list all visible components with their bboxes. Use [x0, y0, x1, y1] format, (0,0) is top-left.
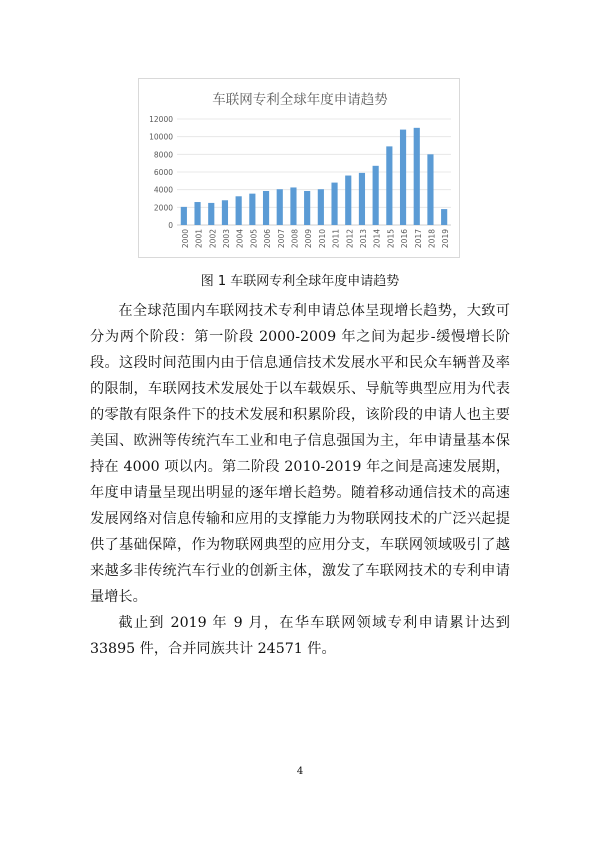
bar-2010	[318, 189, 324, 225]
y-tick-label: 6000	[153, 168, 173, 177]
y-tick-label: 4000	[153, 185, 173, 195]
x-tick-label: 2002	[208, 229, 218, 249]
x-tick-label: 2005	[249, 229, 259, 249]
paragraph-2: 截止到 2019 年 9 月，在华车联网领域专利申请累计达到 33895 件，合并同族共计 24571 件。	[90, 615, 510, 657]
bar-2001	[194, 202, 200, 225]
x-tick-label: 2017	[413, 229, 423, 249]
x-tick-label: 2019	[441, 229, 451, 249]
x-tick-label: 2015	[386, 229, 396, 249]
y-tick-label: 8000	[153, 150, 173, 160]
figure-caption: 图 1 车联网专利全球年度申请趋势	[200, 274, 400, 289]
x-tick-label: 2009	[304, 229, 314, 249]
page-number: 4	[296, 766, 304, 777]
x-tick-label: 2008	[290, 229, 300, 249]
x-tick-label: 2016	[400, 229, 410, 249]
bar-2018	[427, 154, 433, 225]
x-tick-label: 2013	[358, 229, 368, 249]
bar-2016	[400, 130, 406, 225]
paragraph-1: 在全球范围内车联网技术专利申请总体呈现增长趋势，大致可分为两个阶段：第一阶段 2000-2009 年之间为起步-缓慢增长阶段。这段时间范围内由于信息通信技术发展水平和民众车辆普及率的限制，车联网技术发展处于以车载娱乐、导航等典型应用为代表的零散有限条件下的技术发展和积累阶段，该阶段的申请人也主要美国、欧洲等传统汽车工业和电子信息强国为主，年申请量基本保持在 4000 项以内。第二阶段 2010-2019 年之间是高速发展期，年度申请量呈现出明显的逐年增长趋势。随着移动通信技术的高速发展网络对信息传输和应用的支撑能力为物联网技术的广泛兴起提供了基础保障，作为物联网典型的应用分支，车联网领域吸引了越来越多非传统汽车行业的创新主体，激发了车联网技术的专利申请量增长。	[90, 303, 510, 605]
bar-2005	[249, 194, 255, 225]
bar-2015	[386, 146, 392, 225]
bar-2013	[359, 173, 365, 225]
bars	[181, 128, 447, 225]
bar-2004	[236, 196, 242, 225]
x-tick-label: 2007	[276, 229, 286, 249]
bar-2003	[222, 200, 228, 225]
x-tick-label: 2001	[194, 229, 204, 249]
x-tick-labels	[181, 229, 450, 248]
x-tick-label: 2014	[372, 229, 382, 249]
x-tick-label: 2012	[345, 229, 355, 249]
bar-2002	[208, 203, 214, 225]
y-tick-label: 10000	[149, 132, 173, 142]
x-tick-label: 2003	[221, 229, 231, 249]
patent-trend-chart	[138, 78, 460, 258]
chart-title: 车联网专利全球年度申请趋势	[212, 92, 388, 108]
body-text	[90, 298, 510, 662]
bar-2017	[414, 128, 420, 225]
bar-2008	[290, 187, 296, 225]
bar-2006	[263, 191, 269, 225]
bar-2014	[373, 166, 379, 225]
bar-2009	[304, 191, 310, 225]
x-tick-label: 2018	[427, 229, 437, 249]
x-tick-label: 2004	[235, 229, 245, 249]
bar-2007	[277, 189, 283, 225]
x-tick-label: 2006	[263, 229, 273, 249]
y-tick-label: 0	[168, 221, 173, 230]
chart-svg	[139, 79, 461, 259]
y-tick-label: 2000	[153, 203, 173, 213]
x-tick-label: 2000	[180, 229, 190, 249]
bar-2012	[345, 176, 351, 225]
x-tick-label: 2011	[331, 229, 341, 249]
y-tick-label: 12000	[149, 115, 173, 124]
bar-2019	[441, 209, 447, 225]
x-tick-label: 2010	[317, 229, 327, 249]
grid-lines	[177, 119, 451, 225]
y-tick-labels	[149, 115, 173, 230]
bar-2000	[181, 207, 187, 225]
bar-2011	[331, 183, 337, 225]
